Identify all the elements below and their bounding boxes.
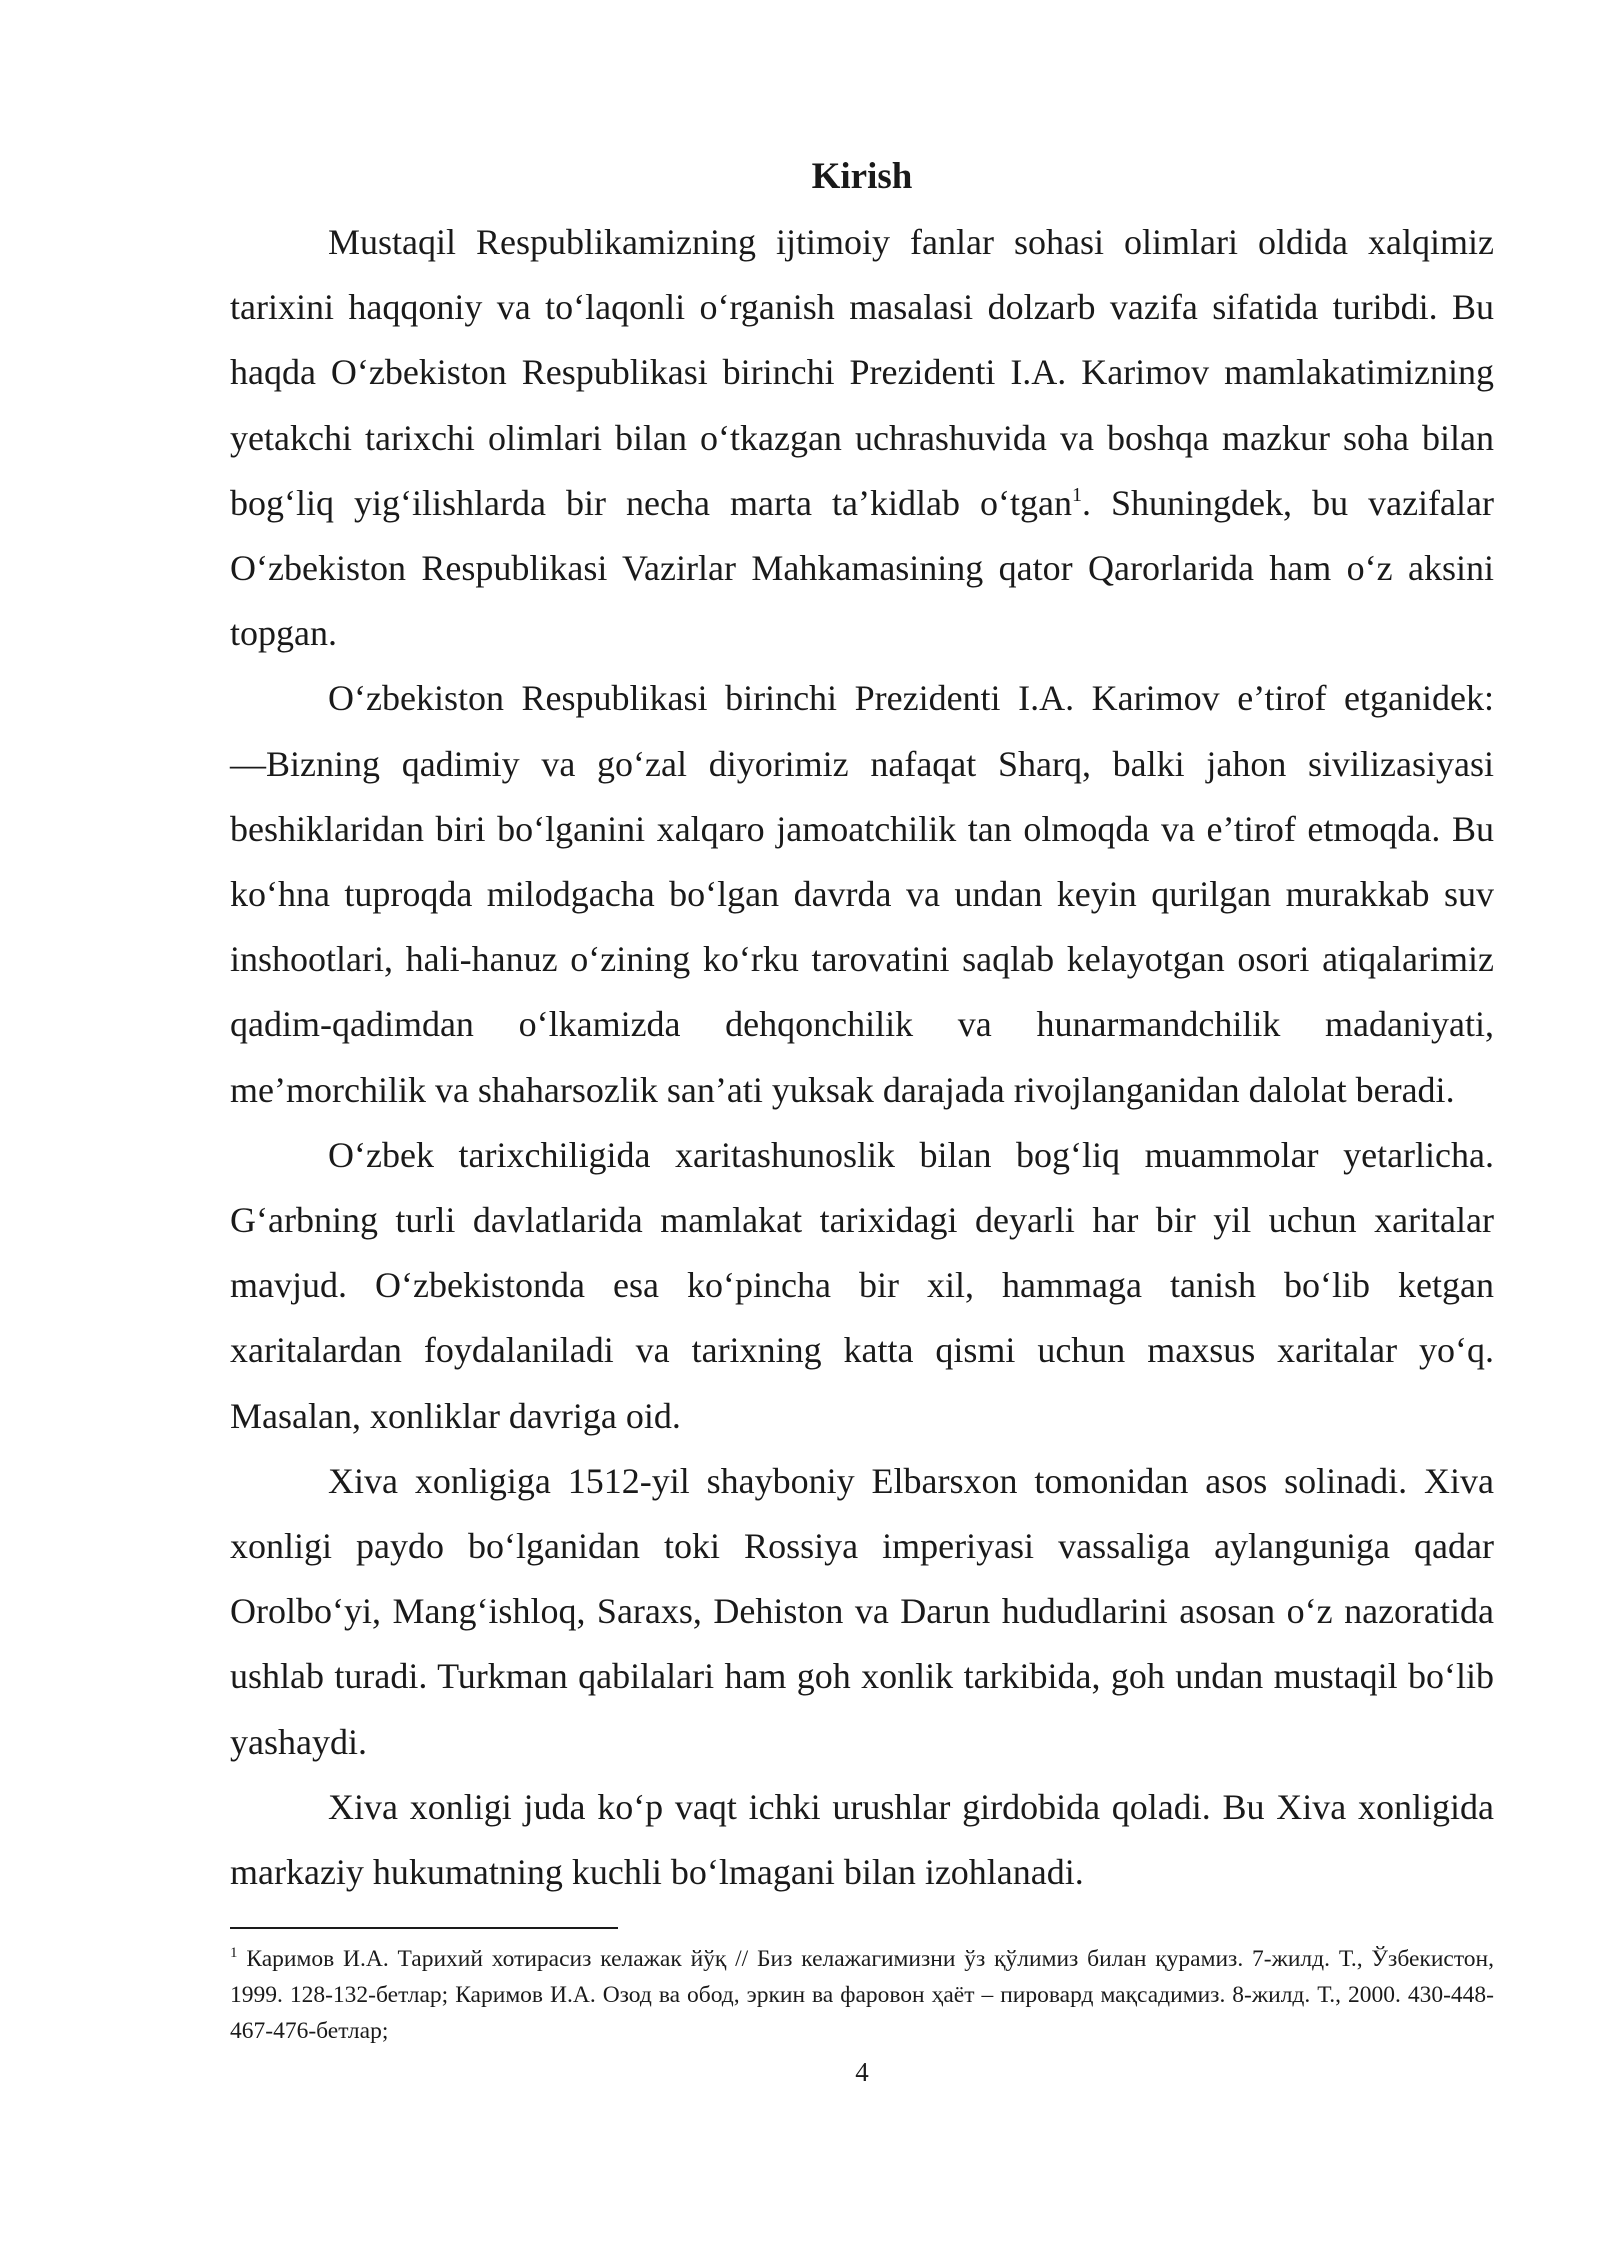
footnote-separator: [230, 1927, 618, 1929]
paragraph-3: O‘zbek tarixchiligida xaritashunoslik bilan bog‘liq muammolar yetarlicha. G‘arbning turli davlatlarida mamlakat tarixidagi deyarli har bir yil uchun xaritalar mavjud. O‘zbekistonda esa ko‘pincha bir xil, hammaga tanish bo‘lib ketgan xaritalardan foydalaniladi va tarixning katta qismi uchun maxsus xaritalar yo‘q. Masalan, xonliklar davriga oid.: [230, 1134, 1494, 1436]
paragraph-1: [230, 210, 1494, 666]
paragraph-2: O‘zbekiston Respublikasi birinchi Prezidenti I.A. Karimov e’tirof etganidek: ―Bizning qadimiy va go‘zal diyorimiz nafaqat Sharq, balki jahon sivilizasiyasi beshiklaridan biri bo‘lganini xalqaro jamoatchilik tan olmoqda va e’tirof etmoqda. Bu ko‘hna tuproqda milodgacha bo‘lgan davrda va undan keyin qurilgan murakkab suv inshootlari, hali-hanuz o‘zining ko‘rku tarovatini saqlab kelayotgan osori atiqalarimiz qadim-qadimdan o‘lkamizda dehqonchilik va hunarmandchilik madaniyati, me’morchilik va shaharsozlik san’ati yuksak darajada rivojlanganidan dalolat beradi.: [230, 678, 1494, 1110]
paragraph-1-text-after: . Shuningdek, bu vazifalar O‘zbekiston Respublikasi Vazirlar Mahkamasining qator Qarorlarida ham o‘z aksini topgan.: [230, 482, 1494, 654]
document-page: [230, 150, 1494, 2089]
page-number: 4: [855, 2057, 869, 2088]
footnote-marker: 1: [230, 1945, 238, 1962]
footnote-reference: 1: [1071, 483, 1082, 506]
paragraph-4: Xiva xonligiga 1512-yil shayboniy Elbarsxon tomonidan asos solinadi. Xiva xonligi paydo bo‘lganidan toki Rossiya imperiyasi vassaliga aylanguniga qadar Orolbo‘yi, Mang‘ishloq, Saraxs, Dehiston va Darun hududlarini asosan o‘z nazoratida ushlab turadi. Turkman qabilalari ham goh xonlik tarkibida, goh undan mustaqil bo‘lib yashaydi.: [230, 1460, 1494, 1762]
paragraph-5: Xiva xonligi juda ko‘p vaqt ichki urushlar girdobida qoladi. Bu Xiva xonligida markaziy hukumatning kuchli bo‘lmagani bilan izohlanadi.: [230, 1786, 1494, 1893]
footnote-text: Каримов И.А. Тарихий хотирасиз келажак йўқ // Биз келажагимизни ўз қўлимиз билан қурамиз. 7-жилд. Т., Ўзбекистон, 1999. 128-132-бетлар; Каримов И.А. Озод ва обод, эркин ва фаровон ҳаёт – пировард мақсадимиз. 8-жилд. Т., 2000. 430-448-467-476-бетлар;: [230, 1946, 1494, 2045]
paragraph-1-text: Mustaqil Respublikamizning ijtimoiy fanlar sohasi olimlari oldida xalqimiz tarixini haqqoniy va to‘laqonli o‘rganish masalasi dolzarb vazifa sifatida turibdi. Bu haqda O‘zbekiston Respublikasi birinchi Prezidenti I.A. Karimov mamlakatimizning yetakchi tarixchi olimlari bilan o‘tkazgan uchrashuvida va boshqa mazkur soha bilan bog‘liq yig‘ilishlarda bir necha marta ta’kidlab o‘tgan: [230, 222, 1494, 523]
page-title: Kirish: [811, 156, 913, 197]
footnote: [230, 1941, 1494, 2049]
